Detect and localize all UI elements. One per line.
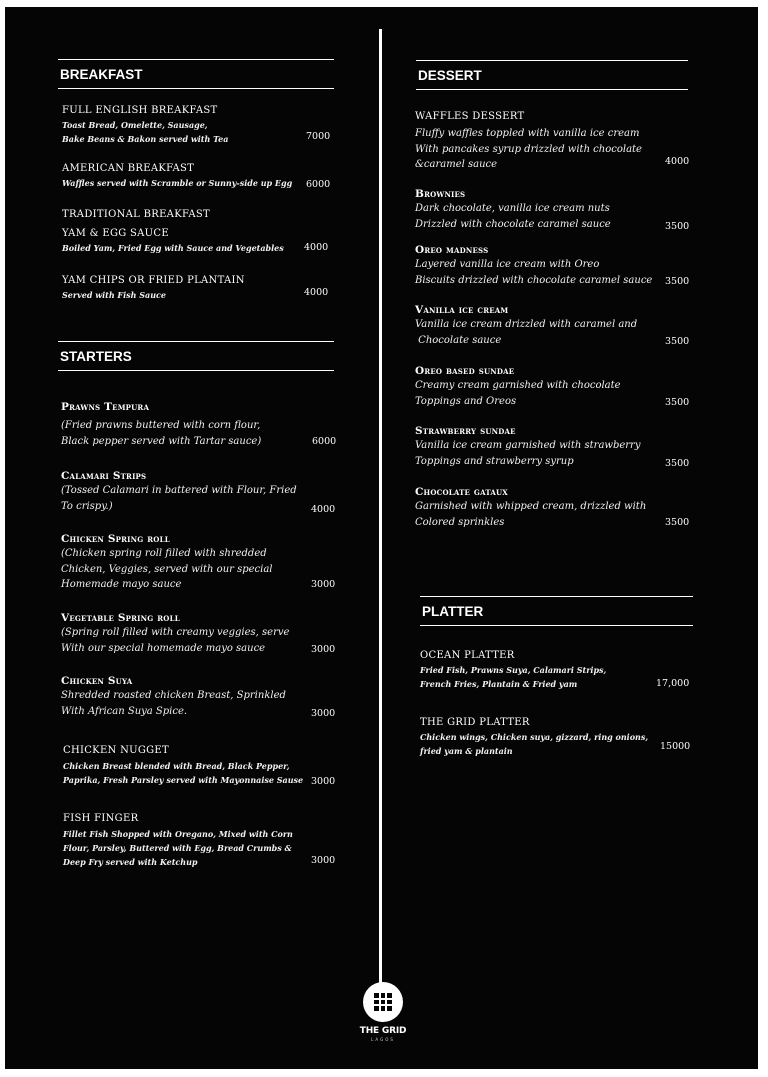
item-description: (Tossed Calamari in battered with Flour, Fried To crispy.) xyxy=(61,485,297,512)
section-title-dessert: DESSERT xyxy=(418,68,482,83)
item-description: Dark chocolate, vanilla ice cream nuts Drizzled with chocolate caramel sauce xyxy=(415,203,611,230)
item-price: 3500 xyxy=(665,458,690,469)
item-price: 3500 xyxy=(665,221,690,232)
item-price: 3000 xyxy=(311,855,336,866)
item-price: 3000 xyxy=(311,708,336,719)
item-price: 4000 xyxy=(304,287,329,298)
item-name: Strawberry sundae xyxy=(415,425,516,437)
item-name: Vegetable Spring roll xyxy=(61,612,180,624)
item-name: Oreo based sundae xyxy=(415,365,515,377)
item-price: 6000 xyxy=(312,436,337,447)
item-name: Prawns Tempura xyxy=(61,401,150,413)
item-name: THE GRID PLATTER xyxy=(420,717,530,728)
item-name: OCEAN PLATTER xyxy=(420,650,515,661)
item-description: Waffles served with Scramble or Sunny-side up Egg xyxy=(62,178,293,188)
item-description: (Spring roll filled with creamy veggies, serve With our special homemade mayo sauce xyxy=(61,627,290,654)
item-name: FISH FINGER xyxy=(63,813,139,824)
item-description: Served with Fish Sauce xyxy=(62,290,166,300)
item-description: Vanilla ice cream drizzled with caramel and Chocolate sauce xyxy=(415,319,638,346)
item-name: AMERICAN BREAKFAST xyxy=(62,163,195,174)
item-price: 3000 xyxy=(311,776,336,787)
item-description: Shredded roasted chicken Breast, Sprinkled With African Suya Spice. xyxy=(61,690,286,717)
item-price: 3000 xyxy=(311,579,336,590)
menu-page xyxy=(5,7,758,1069)
center-divider-line xyxy=(379,29,382,989)
item-price: 3500 xyxy=(665,397,690,408)
item-price: 4000 xyxy=(304,242,329,253)
item-name: YAM CHIPS OR FRIED PLANTAIN xyxy=(62,275,245,286)
item-price: 3000 xyxy=(311,644,336,655)
brand-name: THE GRID xyxy=(359,1026,407,1036)
item-name: Oreo madness xyxy=(415,244,489,256)
item-description: Boiled Yam, Fried Egg with Sauce and Vegetables xyxy=(62,243,284,253)
item-description: Vanilla ice cream garnished with strawberry Toppings and strawberry syrup xyxy=(415,440,641,467)
item-description: Chicken wings, Chicken suya, gizzard, ring onions, fried yam & plantain xyxy=(420,732,649,756)
item-description: Creamy cream garnished with chocolate Toppings and Oreos xyxy=(415,380,621,407)
item-price: 3500 xyxy=(665,276,690,287)
section-header-dessert xyxy=(416,60,688,90)
brand-location: LAGOS xyxy=(371,1037,395,1042)
section-header-breakfast xyxy=(58,59,334,89)
section-header-platter xyxy=(420,596,693,626)
item-description: Garnished with whipped cream, drizzled with Colored sprinkles xyxy=(415,501,647,528)
item-price: 7000 xyxy=(306,131,331,142)
item-description: Fried Fish, Prawns Suya, Calamari Strips, French Fries, Plantain & Fried yam xyxy=(420,665,607,689)
item-description: Chicken Breast blended with Bread, Black Pepper, Paprika, Fresh Parsley served with Mayonnaise Sause xyxy=(63,761,304,785)
item-description: (Chicken spring roll filled with shredded Chicken, Veggies, served with our special Homemade mayo sauce xyxy=(61,548,273,590)
item-name: Chicken Spring roll xyxy=(61,533,170,545)
item-name: TRADITIONAL BREAKFAST xyxy=(62,209,210,220)
item-description: Fluffy waffles toppled with vanilla ice cream With pancakes syrup drizzled with chocolate &caramel sauce xyxy=(415,128,642,170)
item-price: 3500 xyxy=(665,336,690,347)
section-title-breakfast: BREAKFAST xyxy=(60,67,143,82)
item-price: 4000 xyxy=(665,156,690,167)
item-price: 6000 xyxy=(306,179,331,190)
item-name: CHICKEN NUGGET xyxy=(63,745,169,756)
item-name: Vanilla ice cream xyxy=(415,304,509,316)
item-name: Brownies xyxy=(415,188,466,200)
item-description: Toast Bread, Omelette, Sausage, Bake Beans & Bakon served with Tea xyxy=(62,120,229,144)
item-name: FULL ENGLISH BREAKFAST xyxy=(62,105,218,116)
item-name: Calamari Strips xyxy=(61,470,147,482)
section-title-platter: PLATTER xyxy=(422,604,484,619)
grid-squares-icon xyxy=(374,993,392,1011)
item-description: Layered vanilla ice cream with Oreo Biscuits drizzled with chocolate caramel sauce xyxy=(415,259,653,286)
grid-logo-icon xyxy=(363,982,403,1022)
item-name: WAFFLES DESSERT xyxy=(415,111,525,122)
item-description: (Fried prawns buttered with corn flour, Black pepper served with Tartar sauce) xyxy=(61,420,262,447)
item-description: Fillet Fish Shopped with Oregano, Mixed with Corn Flour, Parsley, Buttered with Egg, Bread Crumbs & Deep Fry served with Ketchup xyxy=(63,829,293,867)
item-name: Chicken Suya xyxy=(61,675,133,687)
section-header-starters xyxy=(58,341,334,371)
item-price: 15000 xyxy=(660,741,691,752)
item-name: YAM & EGG SAUCE xyxy=(62,228,169,239)
item-price: 4000 xyxy=(311,504,336,515)
item-price: 17,000 xyxy=(656,678,690,689)
item-name: Chocolate gataux xyxy=(415,486,508,498)
item-price: 3500 xyxy=(665,517,690,528)
section-title-starters: STARTERS xyxy=(60,349,132,364)
